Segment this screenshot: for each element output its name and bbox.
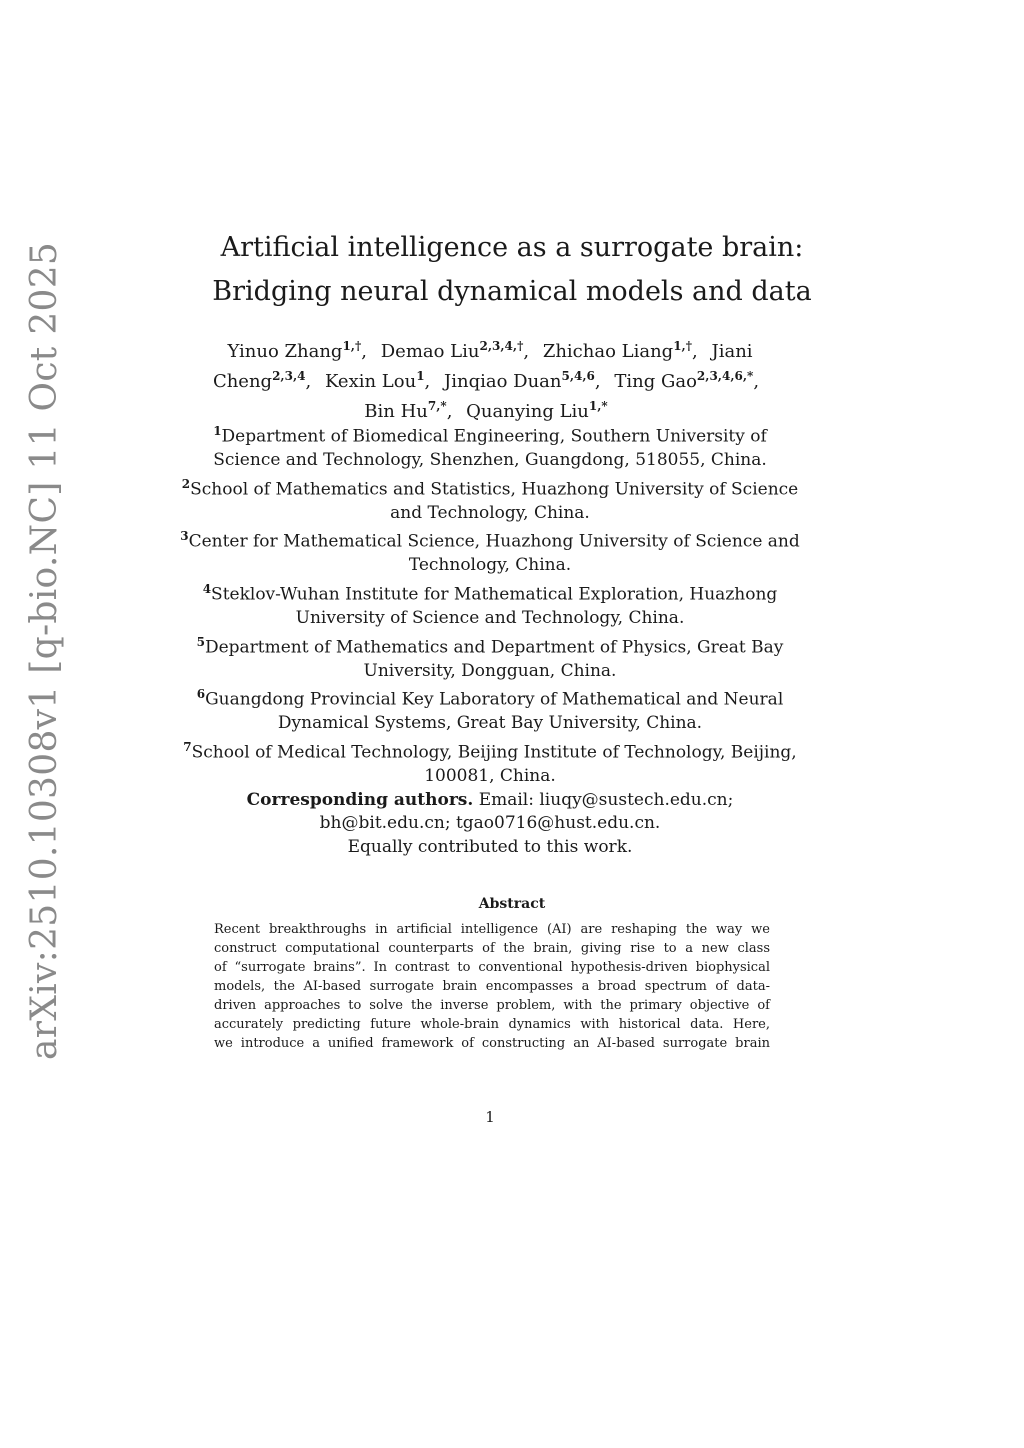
corresponding-authors — [180, 789, 800, 836]
abstract-line: we introduce a unified framework of constructing an AI-based surrogate brain — [214, 1036, 770, 1051]
author: Demao Liu$^{2,3,4,\dagger}$, — [380, 339, 530, 362]
corresponding-email-line2: bh@bit.edu.cn; tgao0716@hust.edu.cn. — [319, 813, 661, 834]
arxiv-stamp: arXiv:2510.10308v1 [q-bio.NC] 11 Oct 2025 — [24, 241, 65, 1060]
author: Yinuo Zhang$^{1,\dagger}$, — [227, 339, 367, 362]
paper-title — [0, 226, 1024, 314]
author-name: Yinuo Zhang — [227, 341, 343, 362]
abstract-body — [214, 920, 770, 1053]
author-marks: 5,4,6 — [561, 369, 595, 383]
author-marks: 1 — [416, 369, 425, 383]
corresponding-label: Corresponding authors. — [246, 789, 474, 810]
affiliation — [180, 420, 800, 473]
affiliation-number: 4 — [202, 581, 212, 596]
author-name: Demao Liu — [380, 341, 480, 362]
author-name: Bin Hu — [364, 401, 428, 422]
affiliation-text: Department of Biomedical Engineering, Southern University of Science and Technology, Shenzhen, Guangdong, 518055, China. — [213, 426, 767, 471]
affiliation — [180, 525, 800, 578]
affiliation-text: Center for Mathematical Science, Huazhong University of Science and Technology, China. — [188, 531, 800, 576]
corresponding-email-line1: Email: liuqy@sustech.edu.cn; — [473, 789, 734, 810]
author-marks: 1,* — [588, 399, 608, 413]
affiliation — [180, 473, 800, 526]
affiliation-number: 3 — [180, 529, 189, 544]
affiliation-text: Steklov-Wuhan Institute for Mathematical Exploration, Huazhong University of Science and Technology, China. — [211, 584, 778, 629]
author-list — [190, 334, 790, 424]
author-name: Jinqiao Duan — [444, 371, 562, 392]
affiliation-text: Guangdong Provincial Key Laboratory of Mathematical and Neural Dynamical Systems, Great Bay University, China. — [205, 689, 784, 734]
author-name: Zhichao Liang — [542, 341, 674, 362]
affiliation-number: 1 — [213, 424, 222, 438]
author — [466, 401, 608, 422]
author-marks: 2,3,4,6,* — [696, 369, 754, 383]
affiliation — [180, 736, 800, 789]
abstract-line: construct computational counterparts of the brain, giving rise to a new class — [214, 941, 770, 956]
title-line: Bridging neural dynamical models and data — [212, 276, 812, 307]
affiliation-text: School of Medical Technology, Beijing Institute of Technology, Beijing, 100081, China. — [191, 742, 797, 787]
affiliation — [180, 578, 800, 631]
abstract-line: Recent breakthroughs in artificial intelligence (AI) are reshaping the way we — [214, 922, 770, 937]
author-name: Quanying Liu — [466, 401, 589, 422]
affiliation-number: 2 — [181, 476, 191, 491]
affiliation-number: 6 — [196, 687, 206, 702]
author: Kexin Lou$^1$, — [324, 369, 431, 392]
page-number: 1 — [485, 1108, 495, 1126]
author-name: Ting Gao — [614, 371, 697, 392]
title-line: Artificial intelligence as a surrogate brain: — [220, 232, 804, 263]
author: Bin $Hu^{7,*}$, — [364, 399, 453, 422]
affiliation-text: School of Mathematics and Statistics, Huazhong University of Science and Technology, China. — [190, 479, 799, 523]
author: Jinqiao Duan$^{5,4,6}$, — [444, 369, 601, 392]
affiliation-number: 7 — [183, 739, 192, 754]
author: Zhichao Liang$^{1,\dagger}$, — [542, 339, 698, 362]
affiliation-list — [180, 420, 800, 859]
author: Jiani Cheng$^{2,3,4}$, — [212, 341, 753, 392]
author-marks: 1,† — [342, 339, 362, 353]
abstract-line: models, the AI-based surrogate brain encompasses a broad spectrum of data- — [214, 979, 770, 994]
author-name: Kexin Lou — [324, 371, 417, 392]
abstract-line: of “surrogate brains”. In contrast to conventional hypothesis-driven biophysical — [214, 960, 770, 975]
abstract-line: driven approaches to solve the inverse problem, with the primary objective of — [214, 998, 770, 1013]
equal-contribution-note: Equally contributed to this work. — [347, 836, 633, 857]
author-marks: 2,3,4,† — [479, 339, 524, 353]
affiliation-number: 5 — [196, 634, 205, 649]
affiliation — [180, 683, 800, 736]
author-name: Jiani Cheng — [212, 341, 753, 392]
abstract-line: accurately predicting future whole-brain dynamics with historical data. Here, — [214, 1017, 770, 1032]
abstract-heading: Abstract — [478, 896, 546, 912]
author-marks: 1,† — [673, 339, 693, 353]
author-marks: 2,3,4 — [272, 369, 306, 383]
affiliation — [180, 631, 800, 684]
author: Ting Gao$^{2,3,4,6,*}$, — [614, 369, 760, 392]
affiliation-text: Department of Mathematics and Department of Physics, Great Bay University, Dongguan, China. — [204, 637, 784, 681]
author-marks: 7,* — [427, 399, 447, 413]
